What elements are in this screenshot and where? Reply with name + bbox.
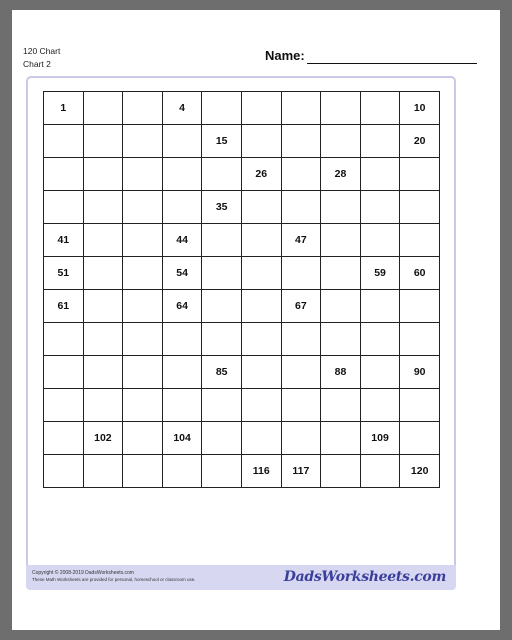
grid-cell: 109 [360,422,400,455]
grid-cell [83,158,123,191]
grid-cell: 10 [400,92,440,125]
grid-cell [162,125,202,158]
grid-cell [162,455,202,488]
grid-cell [83,191,123,224]
grid-cell [321,323,361,356]
grid-cell [241,422,281,455]
grid-cell [281,323,321,356]
grid-row [44,356,440,389]
grid-cell [241,257,281,290]
grid-cell [83,323,123,356]
grid-cell [281,191,321,224]
grid-cell [202,92,242,125]
number-chart-grid [43,91,440,488]
grid-cell [281,92,321,125]
grid-cell [123,356,163,389]
grid-cell [360,191,400,224]
grid-cell [83,290,123,323]
grid-cell [400,389,440,422]
grid-cell: 88 [321,356,361,389]
grid-cell [321,257,361,290]
grid-cell [162,323,202,356]
grid-cell [123,224,163,257]
grid-cell [321,92,361,125]
grid-cell [321,290,361,323]
grid-cell: 47 [281,224,321,257]
grid-cell: 15 [202,125,242,158]
grid-cell [400,224,440,257]
grid-cell [241,125,281,158]
grid-cell [123,191,163,224]
grid-cell [360,158,400,191]
grid-cell [44,389,84,422]
usage-notice: These Math Worksheets are provided for personal, homeschool or classroom use. [32,577,196,582]
grid-cell [123,257,163,290]
grid-cell [360,356,400,389]
grid-cell [281,125,321,158]
grid-cell [360,92,400,125]
grid-cell [202,323,242,356]
grid-cell [202,422,242,455]
copyright-text: Copyright © 2008-2019 DadsWorksheets.com [32,570,134,576]
grid-cell [44,191,84,224]
grid-cell [241,224,281,257]
grid-cell: 104 [162,422,202,455]
grid-cell [123,323,163,356]
grid-cell: 61 [44,290,84,323]
grid-cell [202,257,242,290]
grid-cell [44,125,84,158]
grid-cell [281,356,321,389]
grid-cell: 28 [321,158,361,191]
grid-cell [360,224,400,257]
grid-cell: 59 [360,257,400,290]
grid-cell: 85 [202,356,242,389]
worksheet-title: 120 Chart [23,46,61,56]
grid-row [44,257,440,290]
grid-cell [123,455,163,488]
grid-cell: 35 [202,191,242,224]
grid-cell [162,356,202,389]
grid-cell: 60 [400,257,440,290]
grid-cell [241,323,281,356]
grid-cell [202,389,242,422]
grid-row [44,224,440,257]
grid-cell [123,158,163,191]
grid-cell [202,158,242,191]
grid-cell: 64 [162,290,202,323]
grid-row [44,290,440,323]
grid-cell [321,389,361,422]
footer-band [26,565,456,590]
grid-cell [83,356,123,389]
grid-row [44,191,440,224]
grid-cell [83,455,123,488]
grid-cell [321,224,361,257]
grid-cell [321,191,361,224]
grid-cell [360,323,400,356]
grid-cell [321,422,361,455]
site-logo: DadsWorksheets.com [283,569,446,585]
grid-cell [241,92,281,125]
grid-row [44,323,440,356]
grid-row [44,455,440,488]
grid-cell [202,290,242,323]
grid-cell [83,125,123,158]
grid-cell [44,356,84,389]
grid-cell [281,158,321,191]
grid-cell: 26 [241,158,281,191]
grid-cell [123,92,163,125]
grid-cell [241,290,281,323]
grid-cell [123,389,163,422]
grid-cell: 4 [162,92,202,125]
grid-row [44,125,440,158]
grid-cell [202,455,242,488]
grid-cell [360,389,400,422]
grid-cell [162,389,202,422]
grid-cell: 20 [400,125,440,158]
grid-cell [162,191,202,224]
grid-cell [44,158,84,191]
grid-cell: 44 [162,224,202,257]
grid-cell [360,455,400,488]
grid-cell [321,125,361,158]
grid-cell [44,422,84,455]
grid-cell [241,356,281,389]
grid-cell [123,422,163,455]
grid-row [44,422,440,455]
grid-cell: 54 [162,257,202,290]
name-label: Name: [265,48,305,63]
grid-cell [83,389,123,422]
grid-cell [321,455,361,488]
grid-cell: 41 [44,224,84,257]
grid-cell [281,422,321,455]
grid-row [44,92,440,125]
grid-cell [123,125,163,158]
name-field [265,48,477,64]
grid-cell: 102 [83,422,123,455]
grid-cell: 116 [241,455,281,488]
grid-cell: 120 [400,455,440,488]
grid-row [44,158,440,191]
grid-cell [400,323,440,356]
worksheet-subtitle: Chart 2 [23,59,51,69]
grid-cell [400,158,440,191]
grid-cell [400,290,440,323]
grid-cell [241,389,281,422]
grid-row [44,389,440,422]
grid-cell: 90 [400,356,440,389]
grid-cell [162,158,202,191]
grid-cell [44,323,84,356]
grid-cell [83,92,123,125]
grid-cell [281,257,321,290]
grid-cell [281,389,321,422]
grid-cell: 67 [281,290,321,323]
grid-cell [400,422,440,455]
grid-cell [44,455,84,488]
grid-cell [360,125,400,158]
grid-cell [400,191,440,224]
grid-cell [83,224,123,257]
name-blank-line [307,51,477,64]
grid-cell [123,290,163,323]
grid-cell: 51 [44,257,84,290]
grid-cell [83,257,123,290]
grid-cell [202,224,242,257]
grid-cell [241,191,281,224]
grid-cell: 117 [281,455,321,488]
grid-cell [360,290,400,323]
grid-cell: 1 [44,92,84,125]
